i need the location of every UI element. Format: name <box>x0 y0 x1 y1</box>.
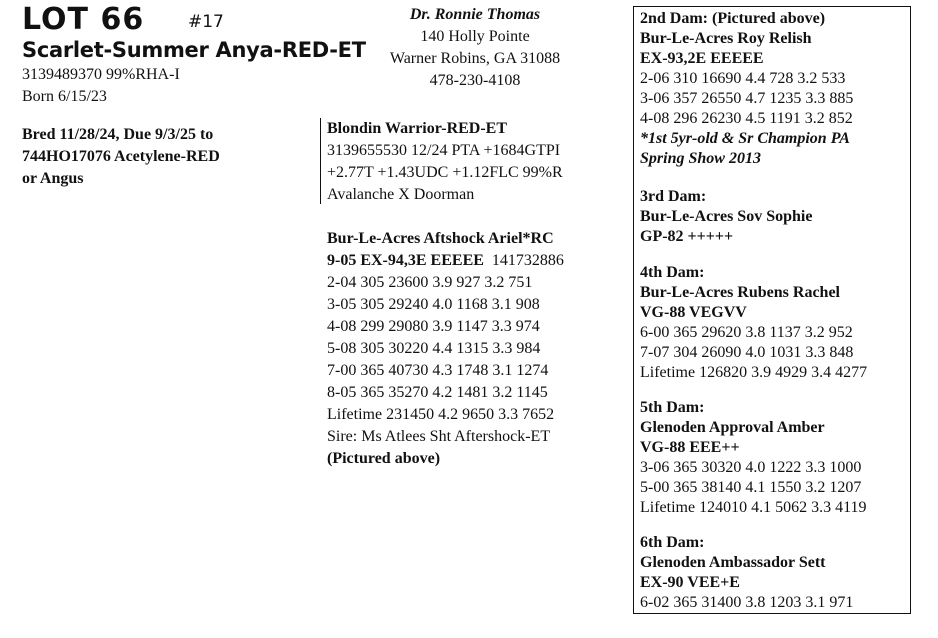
sire-block <box>320 118 563 204</box>
dam-title: 5th Dam: <box>640 399 705 416</box>
dam-classification: VG-88 VEGVV <box>640 304 747 321</box>
consignor-address: 140 Holly Pointe <box>420 28 530 45</box>
dam-honor: *1st 5yr-old & Sr Champion PA <box>640 130 850 147</box>
second-dam <box>640 9 853 169</box>
dam-name: Bur-Le-Acres Sov Sophie <box>640 208 813 225</box>
dam-record: 2-06 310 16690 4.4 728 3.2 533 <box>640 70 846 87</box>
consignor-phone: 478-230-4108 <box>429 72 521 89</box>
dam-record: 3-06 357 26550 4.7 1235 3.3 885 <box>640 90 854 107</box>
dam-record: 5-08 305 30220 4.4 1315 3.3 984 <box>327 340 541 357</box>
dam-name: Glenoden Ambassador Sett <box>640 554 826 571</box>
sale-order-number: #17 <box>188 12 224 32</box>
dam-record: 8-05 365 35270 4.2 1481 3.2 1145 <box>327 384 548 401</box>
dam-record: 4-08 299 29080 3.9 1147 3.3 974 <box>327 318 540 335</box>
dam-classification: GP-82 +++++ <box>640 228 734 245</box>
consignor-name: Dr. Ronnie Thomas <box>409 6 541 23</box>
registration-info: 3139489370 99%RHA-I <box>22 66 180 83</box>
dam-name: Bur-Le-Acres Aftshock Ariel*RC <box>327 230 554 247</box>
dam-record: 5-00 365 38140 4.1 1550 3.2 1207 <box>640 479 862 496</box>
dam-title: 6th Dam: <box>640 534 705 551</box>
sixth-dam <box>640 533 853 613</box>
dam-record: 2-04 305 23600 3.9 927 3.2 751 <box>327 274 533 291</box>
breeding-line: 744HO17076 Acetylene-RED <box>22 148 220 165</box>
breeding-line: Bred 11/28/24, Due 9/3/25 to <box>22 126 214 143</box>
dam-sire: Sire: Ms Atlees Sht Aftershock-ET <box>327 428 551 445</box>
dam-classification: VG-88 EEE++ <box>640 439 740 456</box>
dam-pictured-note: (Pictured above) <box>327 450 441 467</box>
breeding-info <box>22 124 220 190</box>
dam-record: 7-07 304 26090 4.0 1031 3.3 848 <box>640 344 854 361</box>
sire-info-line: Avalanche X Doorman <box>327 186 475 203</box>
animal-name: Scarlet-Summer Anya-RED-ET <box>22 38 366 62</box>
dam-lifetime: Lifetime 231450 4.2 9650 3.3 7652 <box>327 406 555 423</box>
sire-name: Blondin Warrior-RED-ET <box>327 120 508 137</box>
dam-title: 2nd Dam: (Pictured above) <box>640 10 826 27</box>
dam-title: 4th Dam: <box>640 264 705 281</box>
dam-record: 3-05 305 29240 4.0 1168 3.1 908 <box>327 296 540 313</box>
dam-record: 7-00 365 40730 4.3 1748 3.1 1274 <box>327 362 549 379</box>
dam-registration: 141732886 <box>491 252 564 269</box>
dam-record: 4-08 296 26230 4.5 1191 3.2 852 <box>640 110 853 127</box>
dam-record: 6-02 365 31400 3.8 1203 3.1 971 <box>640 594 854 611</box>
dam-name: Bur-Le-Acres Rubens Rachel <box>640 284 840 301</box>
maternal-line-box <box>633 6 911 614</box>
fifth-dam <box>640 398 867 518</box>
birth-date: Born 6/15/23 <box>22 88 107 105</box>
breeding-line: or Angus <box>22 170 84 187</box>
dam-block <box>327 228 564 470</box>
consignor-city: Warner Robins, GA 31088 <box>389 50 561 67</box>
sire-info-line: +2.77T +1.43UDC +1.12FLC 99%R <box>327 164 563 181</box>
lot-number: LOT 66 <box>22 2 145 37</box>
dam-classification: EX-90 VEE+E <box>640 574 740 591</box>
dam-lifetime: Lifetime 124010 4.1 5062 3.3 4119 <box>640 499 867 516</box>
dam-classification: EX-93,2E EEEEE <box>640 50 764 67</box>
consignor-block <box>360 4 590 92</box>
dam-record: 3-06 365 30320 4.0 1222 3.3 1000 <box>640 459 862 476</box>
sire-info-line: 3139655530 12/24 PTA +1684GTPI <box>327 142 561 159</box>
dam-record: 6-00 365 29620 3.8 1137 3.2 952 <box>640 324 853 341</box>
dam-lifetime: Lifetime 126820 3.9 4929 3.4 4277 <box>640 364 868 381</box>
third-dam <box>640 187 812 247</box>
dam-name: Glenoden Approval Amber <box>640 419 825 436</box>
fourth-dam <box>640 263 867 383</box>
dam-name: Bur-Le-Acres Roy Relish <box>640 30 812 47</box>
dam-title: 3rd Dam: <box>640 188 707 205</box>
dam-honor: Spring Show 2013 <box>640 150 761 167</box>
dam-classification: 9-05 EX-94,3E EEEEE <box>327 252 484 269</box>
